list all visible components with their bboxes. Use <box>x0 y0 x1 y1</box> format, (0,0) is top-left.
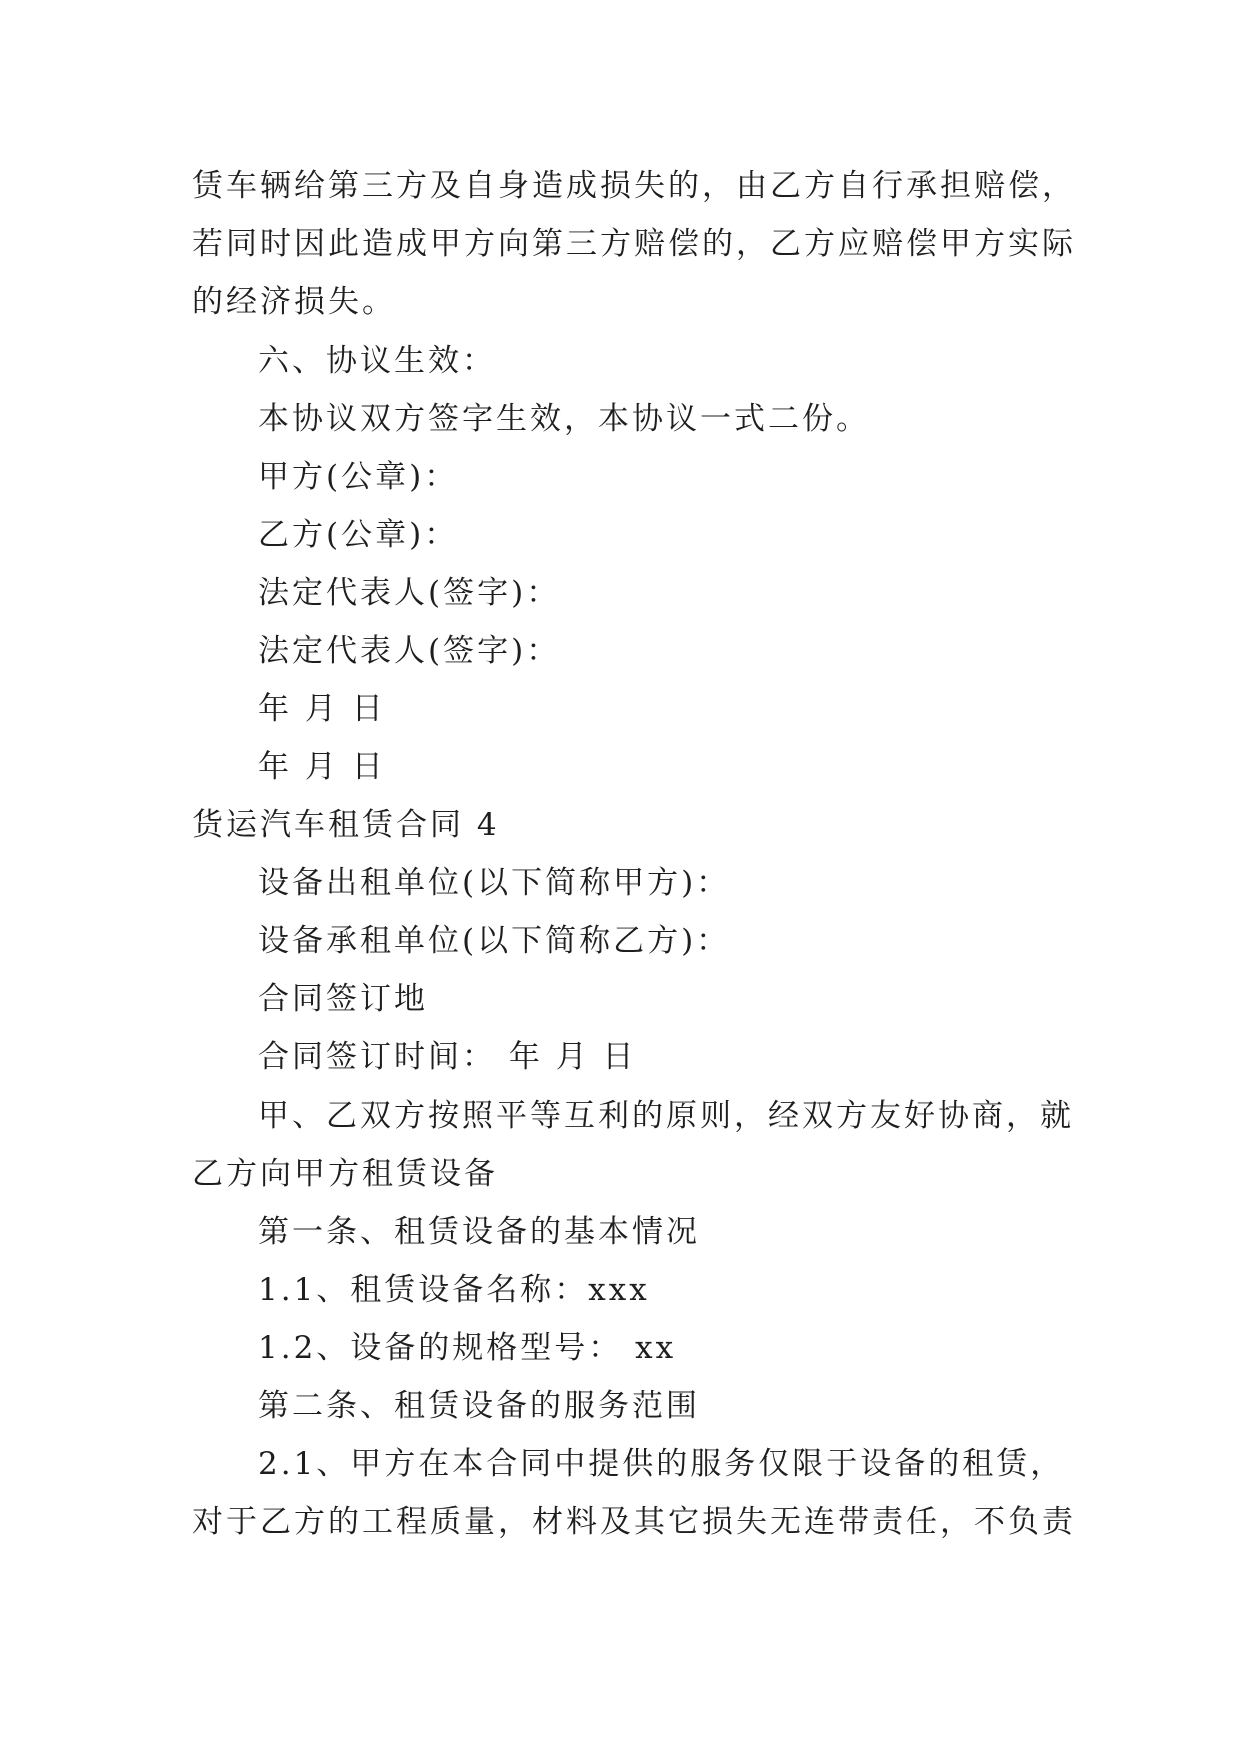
body-text-line: 甲、乙双方按照平等互利的原则，经双方友好协商，就 <box>258 1098 1074 1134</box>
body-text-line: 若同时因此造成甲方向第三方赔偿的，乙方应赔偿甲方实际 <box>192 226 1076 262</box>
body-text-line: 乙方向甲方租赁设备 <box>192 1156 498 1192</box>
signing-place-field: 合同签订地 <box>258 981 428 1017</box>
clause-item: 1.2、设备的规格型号： xx <box>258 1330 677 1366</box>
section-heading: 第一条、租赁设备的基本情况 <box>258 1214 700 1250</box>
signature-field-party-a: 甲方(公章)： <box>258 459 459 495</box>
lessee-field: 设备承租单位(以下简称乙方)： <box>258 923 731 959</box>
lessor-field: 设备出租单位(以下简称甲方)： <box>258 865 731 901</box>
signing-date-field: 合同签订时间： 年 月 日 <box>258 1039 637 1075</box>
date-field: 年 月 日 <box>258 749 386 785</box>
body-text-line: 本协议双方签字生效，本协议一式二份。 <box>258 401 870 437</box>
date-field: 年 月 日 <box>258 691 386 727</box>
body-text-line: 对于乙方的工程质量，材料及其它损失无连带责任，不负责 <box>192 1504 1076 1540</box>
legal-representative-field: 法定代表人(签字)： <box>258 575 561 611</box>
section-heading: 六、协议生效： <box>258 343 496 379</box>
contract-title: 货运汽车租赁合同 4 <box>192 807 500 843</box>
section-heading: 第二条、租赁设备的服务范围 <box>258 1388 700 1424</box>
clause-item: 1.1、租赁设备名称：xxx <box>258 1272 650 1308</box>
body-text-line: 的经济损失。 <box>192 284 396 320</box>
signature-field-party-b: 乙方(公章)： <box>258 517 459 553</box>
clause-item: 2.1、甲方在本合同中提供的服务仅限于设备的租赁， <box>258 1446 1065 1482</box>
body-text-line: 赁车辆给第三方及自身造成损失的，由乙方自行承担赔偿， <box>192 168 1076 204</box>
legal-representative-field: 法定代表人(签字)： <box>258 633 561 669</box>
